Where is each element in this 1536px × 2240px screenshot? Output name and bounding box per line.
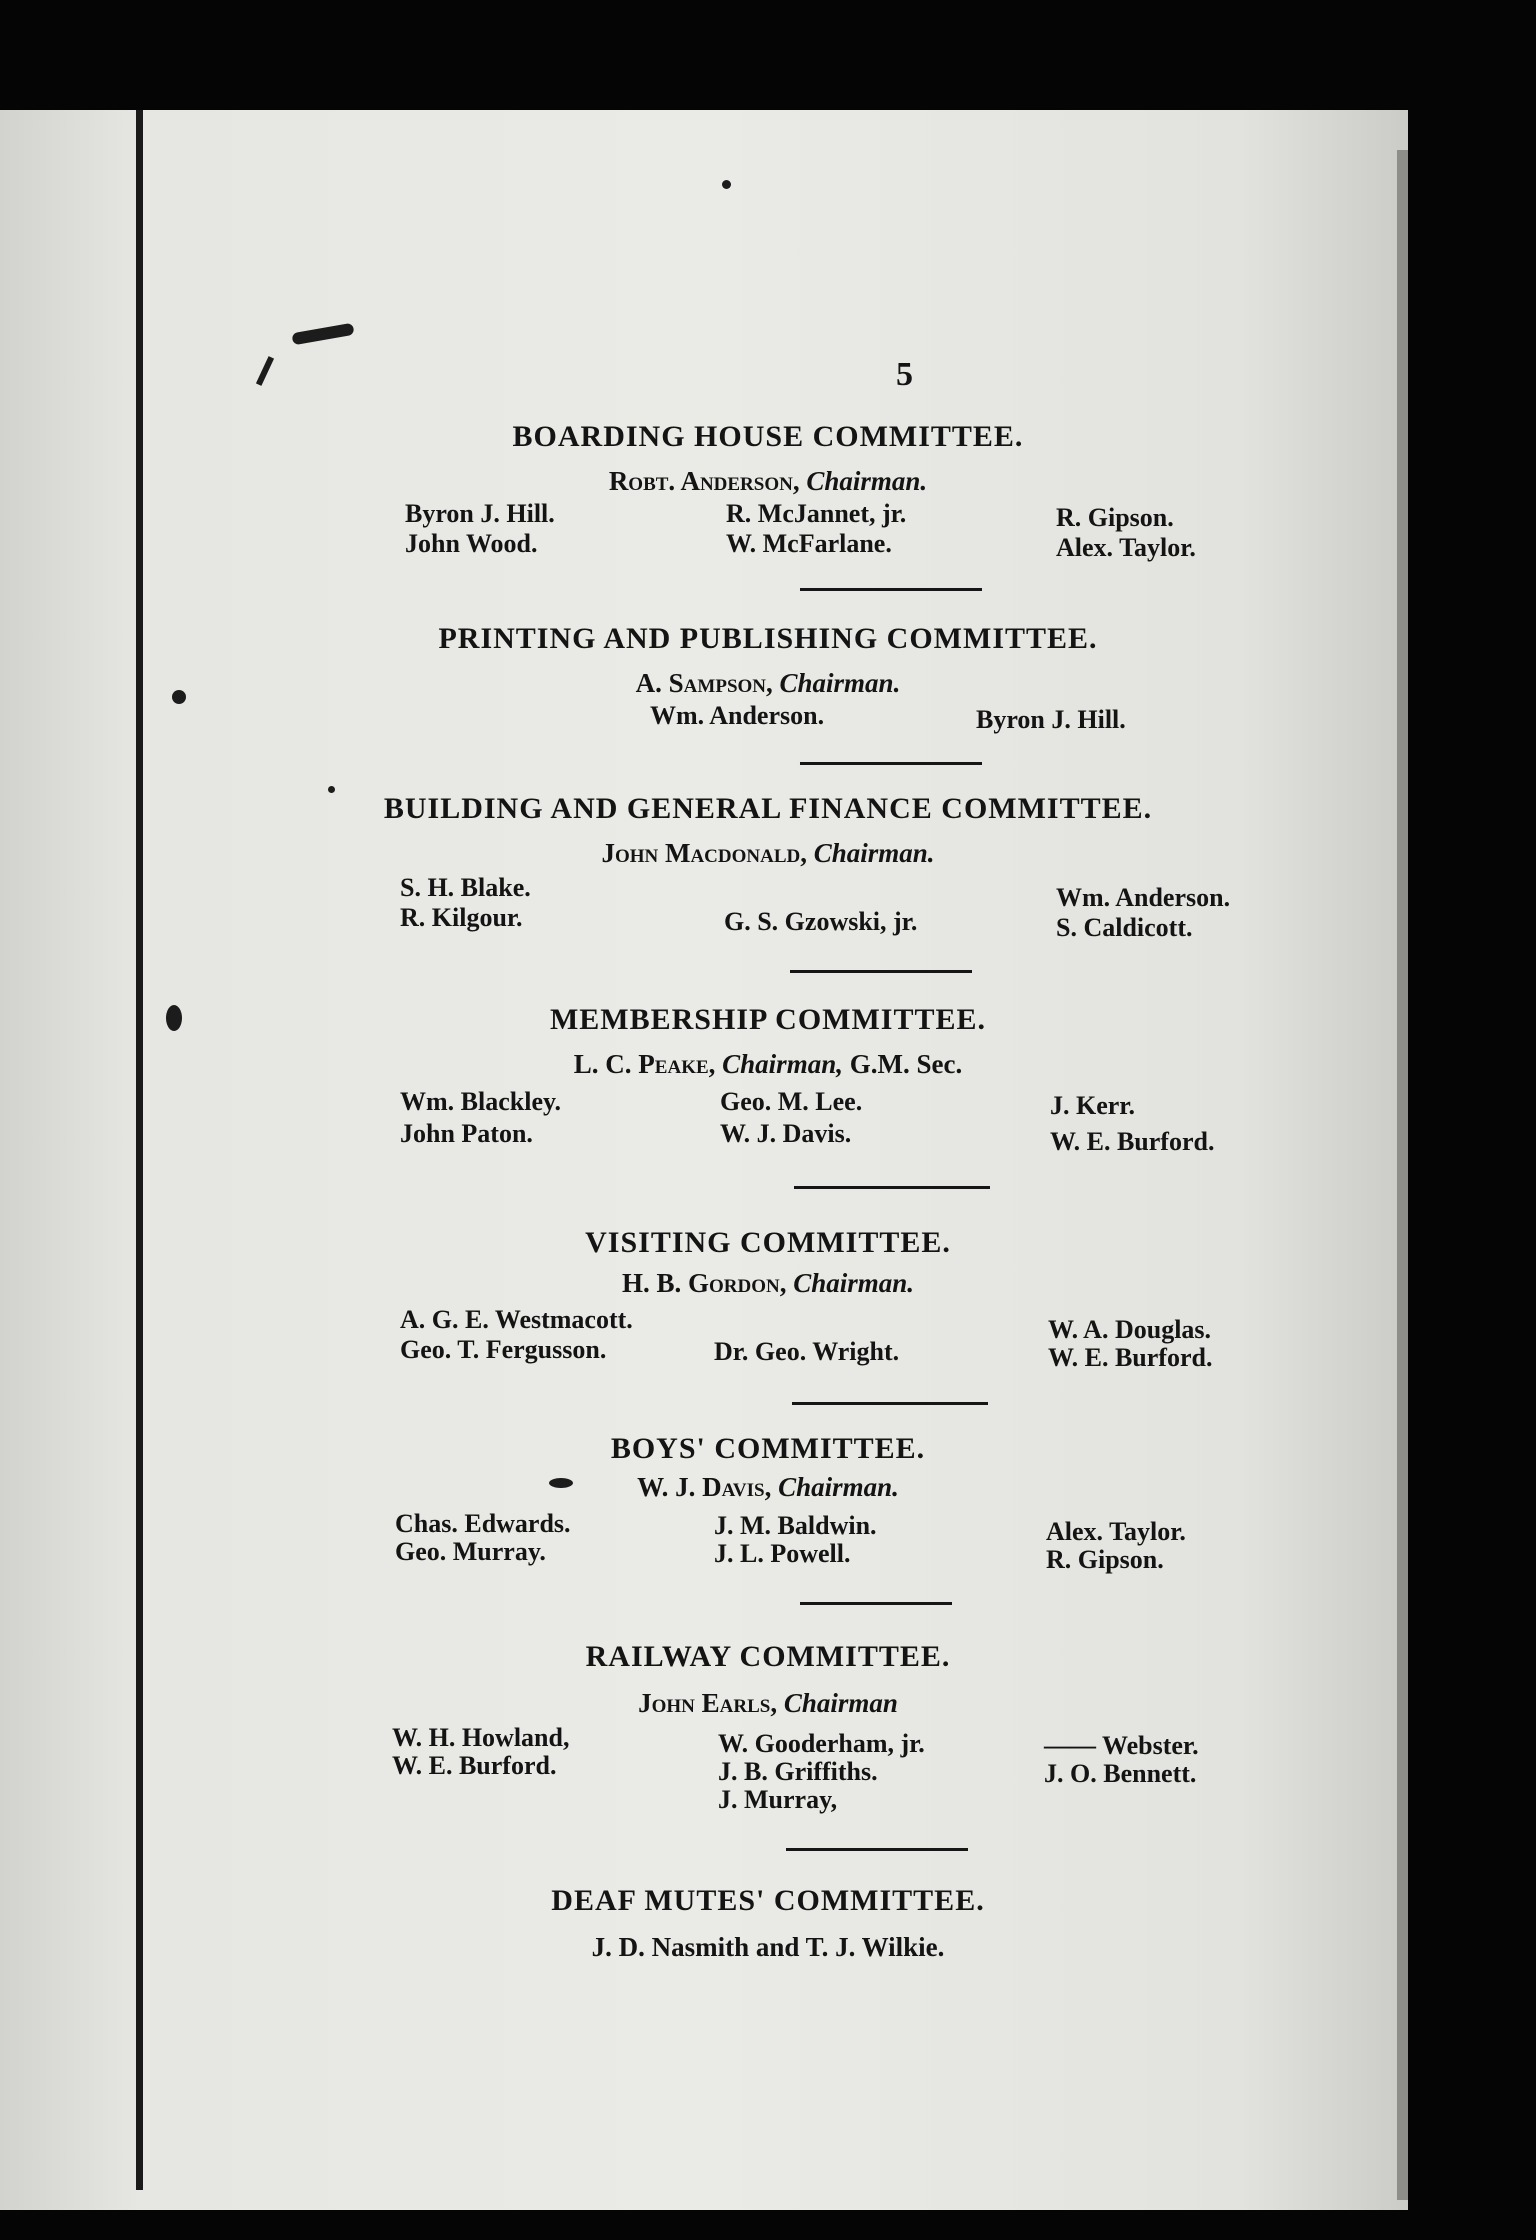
section-divider: [800, 588, 982, 591]
member-name: J. L. Powell.: [714, 1539, 851, 1568]
boys-chairman: [0, 1472, 1536, 1503]
member-name: J. Kerr.: [1050, 1091, 1135, 1120]
member-name: Geo. T. Fergusson.: [400, 1335, 607, 1364]
member-name: W. Gooderham, jr.: [718, 1729, 925, 1758]
membership-chairman: [0, 1049, 1536, 1080]
member-name: J. M. Baldwin.: [714, 1511, 877, 1540]
member-name: W. A. Douglas.: [1048, 1315, 1212, 1344]
railway-chairman: [0, 1688, 1536, 1719]
member-name: J. B. Griffiths.: [718, 1757, 878, 1786]
member-name: R. Kilgour.: [400, 903, 523, 932]
member-name: Byron J. Hill.: [976, 705, 1126, 734]
chair-name: L. C. Peake,: [573, 1049, 716, 1079]
member-name: A. G. E. Westmacott.: [400, 1305, 633, 1334]
printing-committee-title: PRINTING AND PUBLISHING COMMITTEE.: [438, 622, 1098, 655]
visiting-committee-title: VISITING COMMITTEE.: [585, 1226, 951, 1259]
section-divider: [786, 1848, 968, 1851]
member-name: John Paton.: [400, 1119, 533, 1148]
section-divider: [794, 1186, 990, 1189]
chair-role: Chairman,: [722, 1049, 843, 1079]
chair-role: Chairman.: [778, 1472, 899, 1502]
chair-role: Chairman: [783, 1688, 898, 1718]
section-divider: [800, 1602, 952, 1605]
chair-name: John Earls,: [638, 1688, 778, 1718]
chair-extra: G.M. Sec.: [849, 1049, 963, 1079]
member-name: W. McFarlane.: [726, 529, 892, 558]
dust-speck: [722, 180, 731, 189]
chair-name: H. B. Gordon,: [621, 1268, 787, 1298]
member-name: J. O. Bennett.: [1044, 1759, 1197, 1788]
deaf-mutes-members: J. D. Nasmith and T. J. Wilkie.: [591, 1932, 945, 1962]
boarding-committee-title: BOARDING HOUSE COMMITTEE.: [512, 420, 1024, 453]
building-chairman: [0, 838, 1536, 869]
section-divider: [800, 762, 982, 765]
printing-chairman: [0, 668, 1536, 699]
page-number: 5: [896, 356, 913, 393]
member-name: J. Murray,: [718, 1785, 838, 1814]
chair-name: W. J. Davis,: [637, 1472, 772, 1502]
member-name: Wm. Anderson.: [650, 701, 825, 730]
member-name: Byron J. Hill.: [405, 499, 555, 528]
member-name: R. McJannet, jr.: [726, 499, 907, 528]
chair-name: John Macdonald,: [601, 838, 807, 868]
boys-committee-title: BOYS' COMMITTEE.: [610, 1432, 926, 1465]
member-name: John Wood.: [405, 529, 538, 558]
chair-name: A. Sampson,: [635, 668, 773, 698]
member-name: Chas. Edwards.: [395, 1509, 571, 1538]
member-name: R. Gipson.: [1046, 1545, 1164, 1574]
member-name: W. E. Burford.: [392, 1751, 557, 1780]
building-committee-title: BUILDING AND GENERAL FINANCE COMMITTEE.: [383, 792, 1153, 825]
chair-role: Chairman.: [806, 466, 928, 496]
member-name: W. H. Howland,: [392, 1723, 570, 1752]
member-name: —— Webster.: [1044, 1731, 1199, 1760]
member-name: W. J. Davis.: [720, 1119, 852, 1148]
section-divider: [790, 970, 972, 973]
deaf-mutes-committee-title: DEAF MUTES' COMMITTEE.: [551, 1884, 985, 1917]
member-name: Wm. Anderson.: [1056, 883, 1231, 912]
membership-committee-title: MEMBERSHIP COMMITTEE.: [549, 1003, 987, 1036]
chair-name: Robt. Anderson,: [608, 466, 800, 496]
chair-role: Chairman.: [793, 1268, 915, 1298]
member-name: S. H. Blake.: [400, 873, 531, 902]
member-name: S. Caldicott.: [1056, 913, 1193, 942]
member-name: Alex. Taylor.: [1046, 1517, 1186, 1546]
visiting-chairman: [0, 1268, 1536, 1299]
railway-committee-title: RAILWAY COMMITTEE.: [585, 1640, 951, 1673]
member-name: Geo. M. Lee.: [720, 1087, 863, 1116]
member-name: Geo. Murray.: [395, 1537, 546, 1566]
member-name: W. E. Burford.: [1050, 1127, 1215, 1156]
chair-role: Chairman.: [813, 838, 935, 868]
member-name: G. S. Gzowski, jr.: [724, 907, 918, 936]
boarding-chairman: [0, 466, 1536, 497]
member-name: R. Gipson.: [1056, 503, 1174, 532]
member-name: Alex. Taylor.: [1056, 533, 1196, 562]
member-name: Wm. Blackley.: [400, 1087, 562, 1116]
member-name: Dr. Geo. Wright.: [714, 1337, 900, 1366]
member-name: W. E. Burford.: [1048, 1343, 1213, 1372]
section-divider: [792, 1402, 988, 1405]
chair-role: Chairman.: [779, 668, 901, 698]
